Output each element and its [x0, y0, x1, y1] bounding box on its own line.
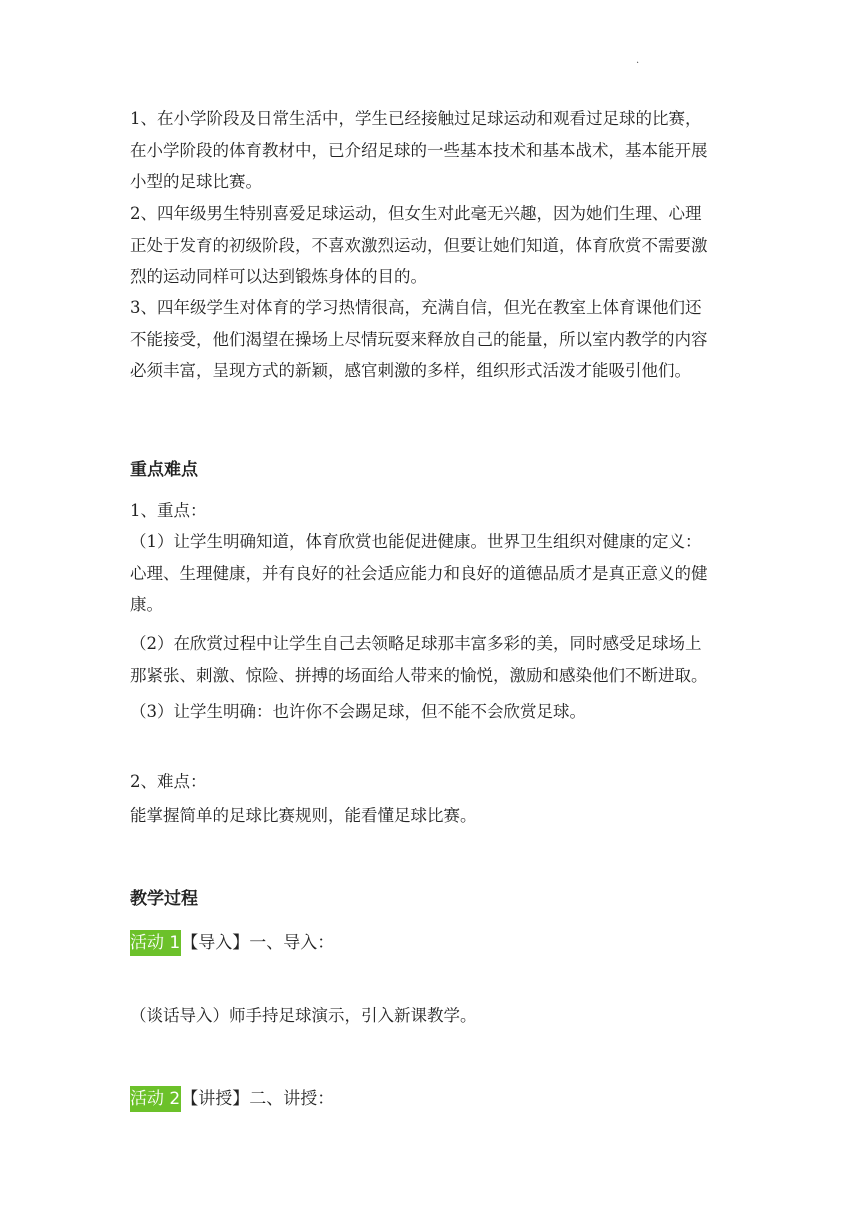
section-title-key-points: 重点难点: [130, 460, 198, 480]
activity-2-heading: [130, 1084, 334, 1109]
text-line: 正处于发育的初级阶段，不喜欢激烈运动，但要让她们知道，体育欣赏不需要激: [130, 235, 708, 255]
header-mark: .: [636, 55, 640, 66]
text-line: 康。: [130, 595, 163, 614]
difficulty-text: 能掌握简单的足球比赛规则，能看懂足球比赛。: [130, 806, 477, 825]
analysis-paragraph-1: [130, 103, 740, 198]
key-item-1: [130, 526, 740, 621]
text-line: 3、四年级学生对体育的学习热情很高，充满自信，但光在教室上体育课他们还: [130, 298, 702, 317]
text-line: 2、四年级男生特别喜爱足球运动，但女生对此毫无兴趣，因为她们生理、心理: [130, 204, 702, 223]
key-item-3: [130, 696, 740, 728]
analysis-paragraph-2: [130, 198, 740, 293]
activity-1-heading: [130, 928, 334, 953]
text-line: 必须丰富，呈现方式的新颖，感官刺激的多样，组织形式活泼才能吸引他们。: [130, 361, 691, 380]
key-item-2: [130, 628, 740, 691]
text-line: （2）在欣赏过程中让学生自己去领略足球那丰富多彩的美，同时感受足球场上: [130, 634, 702, 653]
analysis-paragraph-3: [130, 292, 740, 387]
text-line: 心理、生理健康，并有良好的社会适应能力和良好的道德品质才是真正意义的健: [130, 563, 708, 583]
activity-badge: 活动 2: [130, 1086, 181, 1112]
section-title-process: 教学过程: [130, 889, 198, 909]
text-line: 小型的足球比赛。: [130, 172, 262, 191]
activity-badge: 活动 1: [130, 930, 181, 956]
text-line: 那紧张、刺激、惊险、拼搏的场面给人带来的愉悦，激励和感染他们不断进取。: [130, 665, 708, 685]
text-line: 不能接受，他们渴望在操场上尽情玩耍来释放自己的能量，所以室内教学的内容: [130, 329, 708, 349]
difficulty-label: 2、难点：: [130, 772, 207, 791]
text-line: 在小学阶段的体育教材中，已介绍足球的一些基本技术和基本战术，基本能开展: [130, 140, 708, 160]
text-line: （3）让学生明确：也许你不会踢足球，但不能不会欣赏足球。: [130, 702, 586, 721]
key-label: 1、重点：: [130, 501, 207, 520]
text-line: 1、在小学阶段及日常生活中，学生已经接触过足球运动和观看过足球的比赛，: [130, 109, 702, 128]
text-line: 烈的运动同样可以达到锻炼身体的目的。: [130, 267, 427, 286]
activity-1-text: （谈话导入）师手持足球演示，引入新课教学。: [130, 1006, 477, 1025]
activity-label: 【导入】一、导入：: [181, 933, 335, 953]
activity-label: 【讲授】二、讲授：: [181, 1089, 335, 1109]
text-line: （1）让学生明确知道，体育欣赏也能促进健康。世界卫生组织对健康的定义：: [130, 532, 702, 551]
